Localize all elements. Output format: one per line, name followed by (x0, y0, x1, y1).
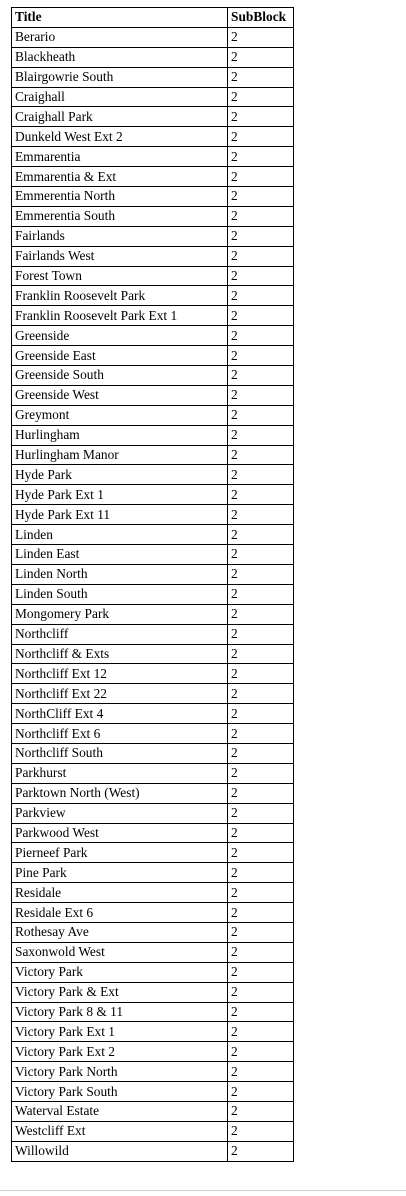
cell-subblock: 2 (228, 684, 294, 704)
table-row (12, 863, 294, 883)
cell-subblock: 2 (228, 584, 294, 604)
table-row (12, 823, 294, 843)
cell-title: Forest Town (12, 266, 228, 286)
table-row (12, 1022, 294, 1042)
cell-subblock: 2 (228, 47, 294, 67)
table-row (12, 127, 294, 147)
cell-subblock: 2 (228, 763, 294, 783)
table-row (12, 405, 294, 425)
table-row (12, 266, 294, 286)
table-row (12, 286, 294, 306)
cell-subblock: 2 (228, 624, 294, 644)
cell-title: Victory Park South (12, 1082, 228, 1102)
table-row (12, 962, 294, 982)
cell-subblock: 2 (228, 1062, 294, 1082)
table-row (12, 346, 294, 366)
cell-subblock: 2 (228, 903, 294, 923)
table-row (12, 465, 294, 485)
cell-subblock: 2 (228, 346, 294, 366)
table-row (12, 67, 294, 87)
cell-subblock: 2 (228, 783, 294, 803)
cell-title: Rothesay Ave (12, 922, 228, 942)
cell-subblock: 2 (228, 107, 294, 127)
cell-subblock: 2 (228, 1101, 294, 1121)
table-row (12, 942, 294, 962)
cell-title: Franklin Roosevelt Park (12, 286, 228, 306)
cell-title: Craighall (12, 87, 228, 107)
cell-title: Emmerentia North (12, 187, 228, 207)
cell-title: Northcliff Ext 6 (12, 724, 228, 744)
cell-title: Pine Park (12, 863, 228, 883)
cell-title: Victory Park 8 & 11 (12, 1002, 228, 1022)
table-row (12, 1062, 294, 1082)
cell-title: Hurlingham Manor (12, 445, 228, 465)
table-row (12, 425, 294, 445)
cell-subblock: 2 (228, 545, 294, 565)
cell-subblock: 2 (228, 1002, 294, 1022)
column-header-subblock: SubBlock (228, 8, 294, 28)
cell-title: Linden (12, 525, 228, 545)
cell-subblock: 2 (228, 1022, 294, 1042)
cell-subblock: 2 (228, 366, 294, 386)
suburb-table-container (11, 7, 294, 1162)
cell-subblock: 2 (228, 962, 294, 982)
cell-title: Fairlands (12, 226, 228, 246)
cell-subblock: 2 (228, 226, 294, 246)
cell-title: Parkview (12, 803, 228, 823)
cell-title: Willowild (12, 1141, 228, 1161)
cell-title: Emmarentia (12, 147, 228, 167)
table-row (12, 803, 294, 823)
cell-title: Greenside South (12, 366, 228, 386)
cell-title: Fairlands West (12, 246, 228, 266)
table-row (12, 306, 294, 326)
cell-subblock: 2 (228, 843, 294, 863)
table-row (12, 545, 294, 565)
cell-title: Blackheath (12, 47, 228, 67)
cell-subblock: 2 (228, 425, 294, 445)
cell-subblock: 2 (228, 664, 294, 684)
cell-title: Berario (12, 27, 228, 47)
cell-title: Pierneef Park (12, 843, 228, 863)
table-row (12, 724, 294, 744)
cell-subblock: 2 (228, 87, 294, 107)
column-header-title: Title (12, 8, 228, 28)
cell-subblock: 2 (228, 326, 294, 346)
cell-title: Franklin Roosevelt Park Ext 1 (12, 306, 228, 326)
cell-subblock: 2 (228, 823, 294, 843)
cell-title: Parkwood West (12, 823, 228, 843)
table-row (12, 922, 294, 942)
table-row (12, 47, 294, 67)
table-row (12, 1121, 294, 1141)
cell-subblock: 2 (228, 644, 294, 664)
table-row (12, 1042, 294, 1062)
table-row (12, 903, 294, 923)
table-row (12, 485, 294, 505)
cell-subblock: 2 (228, 922, 294, 942)
cell-subblock: 2 (228, 445, 294, 465)
cell-title: Residale Ext 6 (12, 903, 228, 923)
cell-title: Waterval Estate (12, 1101, 228, 1121)
cell-title: Greymont (12, 405, 228, 425)
table-row (12, 843, 294, 863)
cell-title: Victory Park (12, 962, 228, 982)
cell-title: Hyde Park Ext 11 (12, 505, 228, 525)
suburb-table (11, 7, 294, 1162)
table-row (12, 584, 294, 604)
table-header-row (12, 8, 294, 28)
cell-subblock: 2 (228, 1141, 294, 1161)
table-row (12, 1141, 294, 1161)
cell-title: Linden North (12, 564, 228, 584)
cell-subblock: 2 (228, 505, 294, 525)
cell-title: Parktown North (West) (12, 783, 228, 803)
table-row (12, 1002, 294, 1022)
cell-subblock: 2 (228, 246, 294, 266)
cell-subblock: 2 (228, 27, 294, 47)
table-row (12, 27, 294, 47)
cell-subblock: 2 (228, 67, 294, 87)
table-row (12, 624, 294, 644)
cell-title: Mongomery Park (12, 604, 228, 624)
cell-title: Hurlingham (12, 425, 228, 445)
table-row (12, 743, 294, 763)
cell-title: Victory Park North (12, 1062, 228, 1082)
cell-title: Hyde Park (12, 465, 228, 485)
cell-title: Linden East (12, 545, 228, 565)
cell-subblock: 2 (228, 1121, 294, 1141)
cell-subblock: 2 (228, 525, 294, 545)
cell-title: Westcliff Ext (12, 1121, 228, 1141)
bottom-divider (0, 1190, 406, 1191)
table-row (12, 1101, 294, 1121)
cell-title: Craighall Park (12, 107, 228, 127)
cell-subblock: 2 (228, 485, 294, 505)
cell-title: Northcliff & Exts (12, 644, 228, 664)
table-row (12, 187, 294, 207)
table-row (12, 783, 294, 803)
cell-subblock: 2 (228, 1082, 294, 1102)
table-row (12, 385, 294, 405)
cell-title: Greenside West (12, 385, 228, 405)
cell-title: Greenside (12, 326, 228, 346)
table-row (12, 206, 294, 226)
cell-title: Parkhurst (12, 763, 228, 783)
cell-subblock: 2 (228, 465, 294, 485)
cell-subblock: 2 (228, 743, 294, 763)
table-row (12, 664, 294, 684)
cell-title: Blairgowrie South (12, 67, 228, 87)
cell-subblock: 2 (228, 206, 294, 226)
table-row (12, 167, 294, 187)
cell-subblock: 2 (228, 724, 294, 744)
table-row (12, 704, 294, 724)
cell-title: Residale (12, 883, 228, 903)
cell-title: Northcliff South (12, 743, 228, 763)
cell-subblock: 2 (228, 385, 294, 405)
cell-title: Linden South (12, 584, 228, 604)
table-row (12, 982, 294, 1002)
cell-subblock: 2 (228, 127, 294, 147)
cell-title: Saxonwold West (12, 942, 228, 962)
cell-subblock: 2 (228, 863, 294, 883)
table-row (12, 505, 294, 525)
cell-title: Victory Park & Ext (12, 982, 228, 1002)
cell-subblock: 2 (228, 883, 294, 903)
cell-subblock: 2 (228, 564, 294, 584)
cell-subblock: 2 (228, 704, 294, 724)
cell-title: Hyde Park Ext 1 (12, 485, 228, 505)
cell-subblock: 2 (228, 266, 294, 286)
table-row (12, 763, 294, 783)
cell-subblock: 2 (228, 147, 294, 167)
table-row (12, 564, 294, 584)
cell-title: Emmarentia & Ext (12, 167, 228, 187)
table-row (12, 644, 294, 664)
table-row (12, 1082, 294, 1102)
table-row (12, 604, 294, 624)
cell-subblock: 2 (228, 306, 294, 326)
table-row (12, 107, 294, 127)
table-row (12, 226, 294, 246)
cell-subblock: 2 (228, 942, 294, 962)
cell-title: NorthCliff Ext 4 (12, 704, 228, 724)
table-row (12, 445, 294, 465)
table-row (12, 366, 294, 386)
cell-subblock: 2 (228, 803, 294, 823)
cell-title: Greenside East (12, 346, 228, 366)
cell-subblock: 2 (228, 167, 294, 187)
cell-title: Victory Park Ext 1 (12, 1022, 228, 1042)
cell-title: Victory Park Ext 2 (12, 1042, 228, 1062)
cell-title: Emmerentia South (12, 206, 228, 226)
table-row (12, 147, 294, 167)
cell-title: Dunkeld West Ext 2 (12, 127, 228, 147)
cell-subblock: 2 (228, 405, 294, 425)
cell-subblock: 2 (228, 286, 294, 306)
cell-title: Northcliff Ext 22 (12, 684, 228, 704)
cell-subblock: 2 (228, 982, 294, 1002)
table-row (12, 326, 294, 346)
table-row (12, 525, 294, 545)
cell-subblock: 2 (228, 187, 294, 207)
table-row (12, 246, 294, 266)
table-row (12, 87, 294, 107)
table-row (12, 883, 294, 903)
cell-subblock: 2 (228, 604, 294, 624)
table-row (12, 684, 294, 704)
table-body (12, 27, 294, 1161)
cell-title: Northcliff Ext 12 (12, 664, 228, 684)
cell-title: Northcliff (12, 624, 228, 644)
cell-subblock: 2 (228, 1042, 294, 1062)
